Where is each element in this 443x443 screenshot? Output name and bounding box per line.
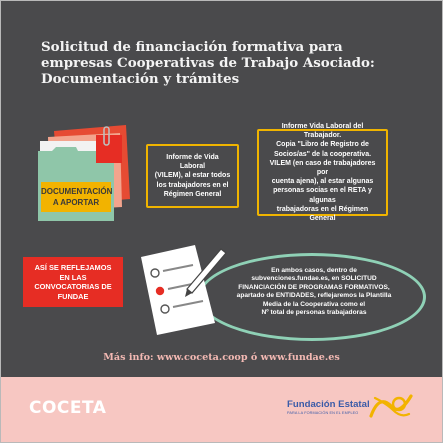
mixed-regime-info-box: [257, 122, 388, 222]
oval-text: [225, 267, 403, 317]
box1-line: Informe de Vida Laboral: [166, 153, 219, 171]
oval-line: En ambos casos, dentro de: [271, 267, 357, 274]
main-panel: [1, 1, 442, 377]
oval-line: subvenciones.fundae.es, en SOLICITUD: [251, 275, 377, 283]
box2-line: Informe Vida Laboral del Trabajador.: [281, 122, 364, 140]
checklist-icon: [125, 231, 235, 341]
badge-line-1: DOCUMENTACIÓN: [41, 187, 113, 196]
oval-line: Media de la Cooperativa como el: [262, 300, 366, 308]
title-line-2: empresas Cooperativas de Trabajo Asociado:: [41, 55, 375, 71]
reflect-line: FUNDAE: [57, 291, 89, 301]
box1-line: los trabajadores en el: [156, 181, 229, 189]
box2-line: Socios/as" de la cooperativa.: [273, 150, 372, 158]
page-title: [41, 39, 411, 87]
box2-line: Copia "Libro de Registro de: [276, 141, 369, 149]
title-line-1: Solicitud de financiación formativa para: [41, 39, 343, 55]
fundacion-logo: [287, 399, 370, 415]
oval-line: FINANCIACIÓN DE PROGRAMAS FORMATIVOS,: [238, 283, 390, 291]
box2-line: personas socias en el RETA y algunas: [273, 187, 372, 204]
fundacion-mark-icon: [369, 392, 413, 420]
more-info-links[interactable]: Más info: www.coceta.coop ó www.fundae.es: [103, 352, 340, 363]
documentation-badge: [41, 182, 111, 212]
fundacion-name: Fundación Estatal: [287, 399, 370, 410]
box2-line: trabajadoras en el Régimen General: [276, 205, 369, 222]
title-line-3: Documentación y trámites: [41, 71, 240, 87]
reflect-line: ASÍ SE REFLEJAMOS: [34, 263, 112, 272]
reflect-banner: [23, 257, 123, 307]
oval-line: apartado de ENTIDADES, reflejaremos la Plantilla: [236, 292, 392, 300]
box2-line: VILEM (en caso de trabajadores por: [269, 159, 376, 176]
badge-line-2: A APORTAR: [52, 198, 100, 207]
box1-line: Régimen General: [163, 190, 222, 198]
vilem-info-box: [146, 144, 239, 208]
box2-line: cuenta ajena), al estar algunas: [271, 178, 374, 186]
reflect-line: EN LAS CONVOCATORIAS DE: [34, 272, 112, 292]
coceta-logo: COCETA: [29, 398, 107, 418]
fundacion-subtitle: PARA LA FORMACIÓN EN EL EMPLEO: [287, 411, 359, 415]
box1-line: (VILEM), al estar todos: [154, 172, 231, 180]
oval-line: Nº total de personas trabajadoras: [261, 309, 367, 317]
